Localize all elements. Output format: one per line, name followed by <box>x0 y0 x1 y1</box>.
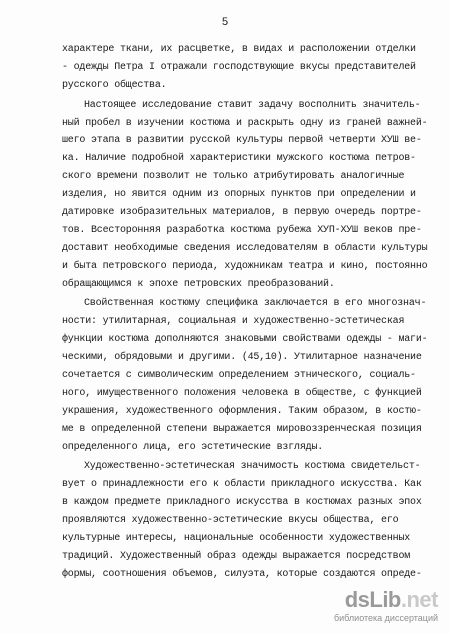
text-line: проявляются художественно-эстетические вкусы общества, его <box>62 515 399 527</box>
page-number: 5 <box>221 17 229 29</box>
text-line: характере ткани, их расцветке, в видах и расположении отделки <box>62 44 416 55</box>
text-line: культурные интересы, национальные особенности художественных <box>62 533 411 545</box>
paragraph-start-line: Художественно-эстетическая значимость костюма свидетельст- <box>84 461 421 473</box>
text-line: ности: утилитарная, социальная и художественно-эстетическая <box>62 316 405 328</box>
text-line: функции костюма дополняются знаковыми свойствами одежды - маги- <box>62 334 428 346</box>
text-line: ка. Наличие подробной характеристики мужского костюма петров- <box>62 153 416 165</box>
paragraph-start-line: Настоящее исследование ставит задачу восполнить значитель- <box>84 99 421 111</box>
text-line: русского общества. <box>62 79 167 91</box>
text-line: украшения, художественного оформления. Таким образом, в костю- <box>62 405 422 417</box>
text-line: тов. Всесторонняя разработка костюма рубежа ХУП-ХУШ веков пре- <box>62 224 422 236</box>
text-line: датировке изобразительных материалов, в первую очередь портре- <box>62 207 422 219</box>
text-line: изделия, но явится одним из опорных пунктов при определении и <box>62 189 416 201</box>
text-line: традиций. Художественный образ одежды выражается посредством <box>62 550 411 562</box>
text-line: ческими, обрядовыми и другими. (45,10). Утилитарное назначение <box>62 352 422 364</box>
text-line: ный пробел в изучении костюма и раскрыть одну из граней важней- <box>62 117 428 129</box>
text-line: ного, имущественного положения человека в обществе, с функцией <box>62 387 422 399</box>
document-body <box>62 41 428 584</box>
text-line: доставит необходимые сведения исследователям в области культуры <box>62 242 428 254</box>
watermark-logo-main: dsLib <box>344 587 401 612</box>
text-line: в каждом предмете прикладного искусства в костюмах разных эпох <box>62 497 422 509</box>
watermark-logo-domain: .net <box>400 587 438 612</box>
watermark-logo <box>345 588 438 612</box>
paragraph-start-line: Свойственная костюму специфика заключается в его многознач- <box>84 298 427 310</box>
text-line: обращающимся к эпохе петровских преобразований. <box>62 278 335 290</box>
text-line: определенного лица, его эстетические взгляды. <box>62 441 324 453</box>
text-line: ме в определенной степени выражается мировоззренческая позиция <box>62 423 422 435</box>
text-line: и быта петровского периода, художникам театра и кино, постоянно <box>62 260 428 272</box>
text-line: - одежды Петра I отражали господствующие вкусы представителей <box>62 61 416 73</box>
text-line: формы, соотношения объемов, силуэта, которые создаются опреде- <box>62 568 422 580</box>
dslib-watermark <box>320 588 438 628</box>
text-line: вует о принадлежности его к области прикладного искусства. Как <box>62 479 422 491</box>
text-line: ского времени позволит не только атрибутировать аналогичные <box>62 171 405 183</box>
watermark-subtitle: библиотека диссертаций <box>333 613 438 623</box>
text-line: шего этапа в развитии русской культуры первой четверти ХУШ ве- <box>62 135 422 147</box>
text-line: сочетается с символическим определением этнического, социаль- <box>62 370 416 382</box>
